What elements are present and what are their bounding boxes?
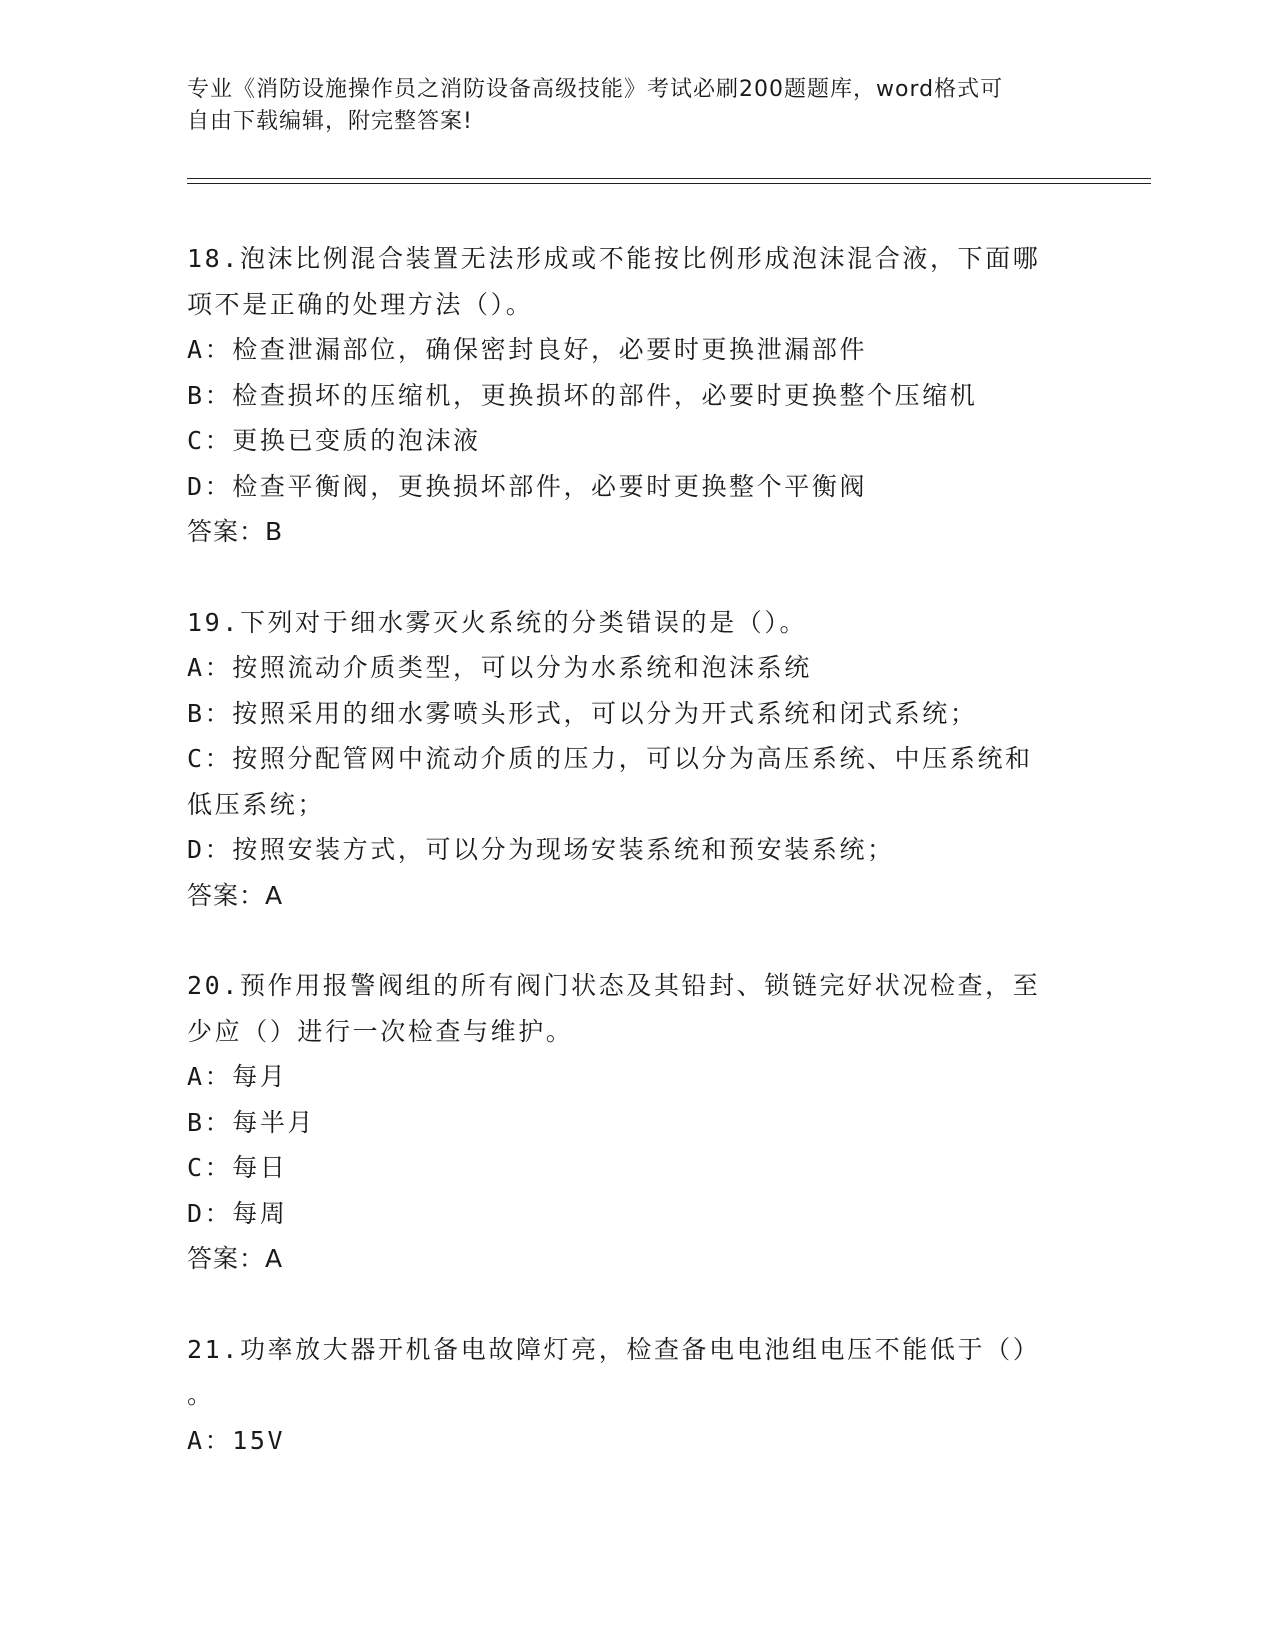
- header-line-2: 自由下载编辑，附完整答案!: [187, 109, 473, 134]
- header-divider-top: [187, 178, 1151, 179]
- header-divider-bottom: [187, 183, 1151, 184]
- question-stem: 20.预作用报警阀组的所有阀门状态及其铅封、锁链完好状况检查，至: [187, 971, 1041, 1000]
- answer-line: 答案：A: [187, 1244, 284, 1273]
- option-d: D：每周: [187, 1198, 288, 1228]
- answer-line: 答案：B: [187, 517, 284, 546]
- question-18: [187, 236, 1087, 555]
- option-b: B：检查损坏的压缩机，更换损坏的部件，必要时更换整个压缩机: [187, 380, 978, 410]
- option-d: D：检查平衡阀，更换损坏部件，必要时更换整个平衡阀: [187, 471, 868, 501]
- answer-line: 答案：A: [187, 880, 284, 910]
- question-stem-continued: 项不是正确的处理方法（）。: [187, 289, 534, 319]
- question-stem-continued: 少应（）进行一次检查与维护。: [187, 1016, 574, 1046]
- question-21: [187, 1327, 1087, 1464]
- question-stem: 18.泡沫比例混合装置无法形成或不能按比例形成泡沫混合液，下面哪: [187, 244, 1041, 273]
- option-c: C：按照分配管网中流动介质的压力，可以分为高压系统、中压系统和: [187, 744, 1033, 773]
- option-a: A：15V: [187, 1425, 286, 1455]
- header-line-1: 专业《消防设施操作员之消防设备高级技能》考试必刷200题题库，word格式可: [187, 77, 1004, 102]
- question-20: [187, 963, 1087, 1282]
- question-stem: 21.功率放大器开机备电故障灯亮，检查备电电池组电压不能低于（）: [187, 1334, 1041, 1364]
- option-a: A：每月: [187, 1062, 288, 1091]
- option-a: A：检查泄漏部位，确保密封良好，必要时更换泄漏部件: [187, 335, 868, 364]
- question-list: [187, 236, 1087, 1463]
- question-19: [187, 600, 1087, 919]
- option-b: B：按照采用的细水雾喷头形式，可以分为开式系统和闭式系统；: [187, 698, 978, 728]
- option-b: B：每半月: [187, 1107, 316, 1137]
- option-c: C：更换已变质的泡沫液: [187, 426, 481, 455]
- option-c: C：每日: [187, 1153, 288, 1182]
- option-d: D：按照安装方式，可以分为现场安装系统和预安装系统；: [187, 835, 895, 864]
- question-stem-continued: 。: [187, 1380, 215, 1409]
- question-stem: 19.下列对于细水雾灭火系统的分类错误的是（）。: [187, 607, 808, 637]
- document-header: [187, 74, 1067, 138]
- option-c-continued: 低压系统；: [187, 789, 326, 819]
- option-a: A：按照流动介质类型，可以分为水系统和泡沫系统: [187, 653, 812, 682]
